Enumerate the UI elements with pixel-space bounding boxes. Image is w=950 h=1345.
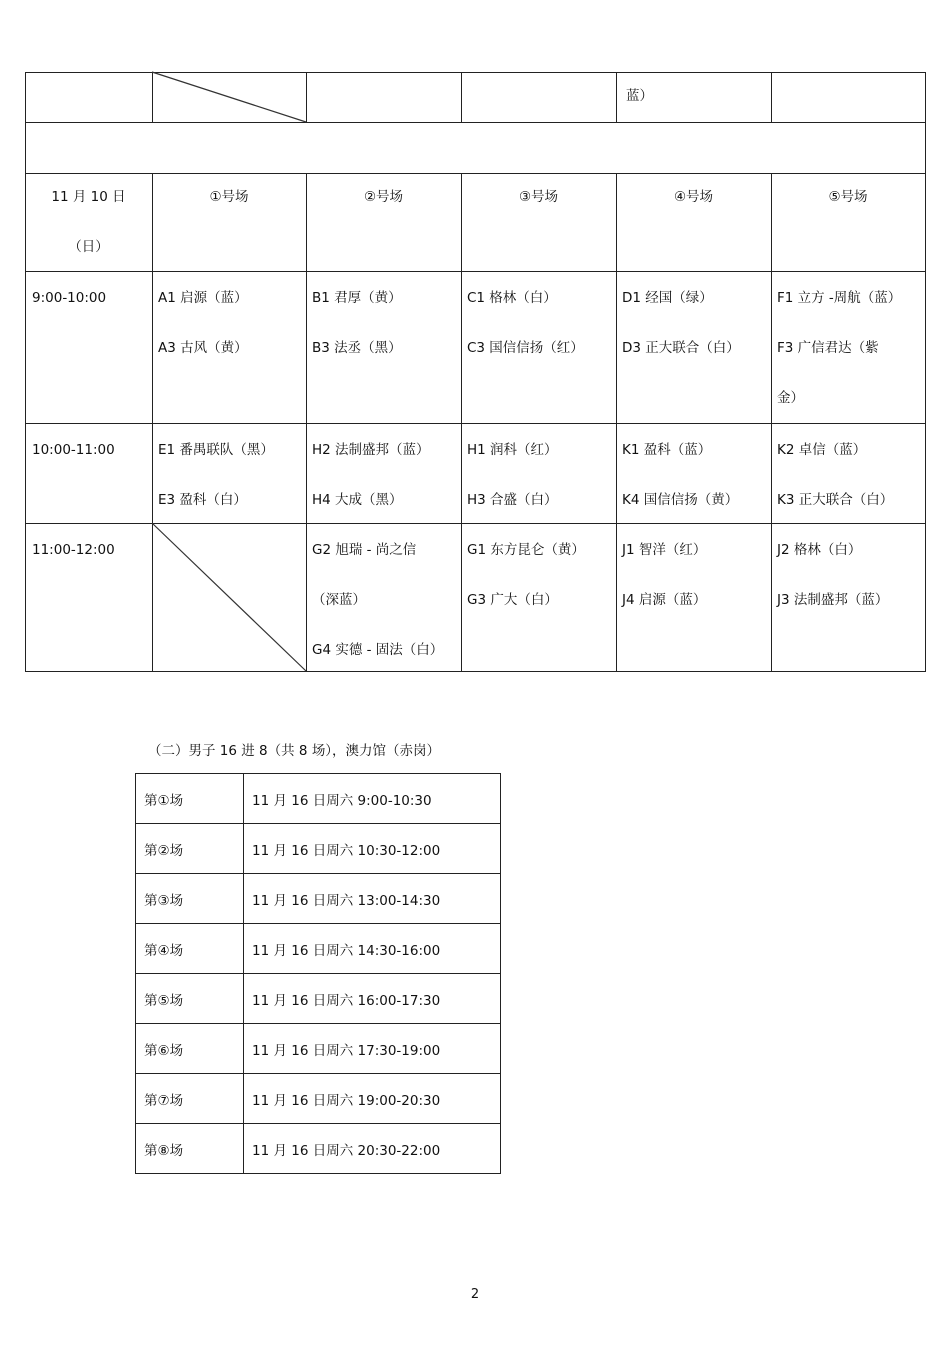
match-entry: A3 古风（黄） <box>158 340 248 356</box>
section-2-title: （二）男子 16 进 8（共 8 场），澳力馆（赤岗） <box>148 743 441 759</box>
match-name: 第①场 <box>136 774 244 824</box>
match-entry: G3 广大（白） <box>467 592 558 608</box>
continued-cell-text: 蓝） <box>626 88 653 104</box>
match-entry: H2 法制盛邦（蓝） <box>312 442 430 458</box>
match-time: 11 月 16 日周六 16:00-17:30 <box>244 974 501 1024</box>
match-entry: B1 君厚（黄） <box>312 290 402 306</box>
table-rule-horizontal <box>25 271 926 272</box>
match-entry: （深蓝） <box>312 592 366 608</box>
match-entry: E1 番禺联队（黑） <box>158 442 274 458</box>
date-header: 11 月 10 日 <box>51 189 126 205</box>
match-entry: H4 大成（黑） <box>312 492 403 508</box>
table-rule-vertical <box>461 173 462 672</box>
match-entry: K3 正大联合（白） <box>777 492 894 508</box>
table-rule-vertical <box>771 173 772 672</box>
match-entry: G2 旭瑞 - 尚之信 <box>312 542 417 558</box>
match-entry: E3 盈科（白） <box>158 492 247 508</box>
match-name: 第⑧场 <box>136 1124 244 1174</box>
match-entry: H1 润科（红） <box>467 442 558 458</box>
table-rule-vertical <box>616 72 617 123</box>
match-entry: J4 启源（蓝） <box>622 592 707 608</box>
match-entry: J2 格林（白） <box>777 542 862 558</box>
table-rule-horizontal <box>25 423 926 424</box>
court-header: ①号场 <box>209 189 249 205</box>
court-header: ④号场 <box>673 189 714 205</box>
page-number: 2 <box>470 1287 480 1302</box>
match-time: 11 月 16 日周六 14:30-16:00 <box>244 924 501 974</box>
match-row <box>136 924 501 974</box>
time-slot: 11:00-12:00 <box>32 542 115 558</box>
match-time: 11 月 16 日周六 13:00-14:30 <box>244 874 501 924</box>
court-header: ②号场 <box>363 189 404 205</box>
match-entry: K4 国信信扬（黄） <box>622 492 739 508</box>
table-rule-horizontal <box>25 671 926 672</box>
match-row <box>136 1024 501 1074</box>
match-name: 第⑥场 <box>136 1024 244 1074</box>
match-name: 第④场 <box>136 924 244 974</box>
table-rule-vertical <box>925 72 926 672</box>
match-time: 11 月 16 日周六 19:00-20:30 <box>244 1074 501 1124</box>
match-entry: C3 国信信扬（红） <box>467 340 584 356</box>
match-time: 11 月 16 日周六 20:30-22:00 <box>244 1124 501 1174</box>
time-slot: 9:00-10:00 <box>32 290 107 306</box>
match-row <box>136 824 501 874</box>
match-entry: A1 启源（蓝） <box>158 290 248 306</box>
table-rule-vertical <box>616 173 617 672</box>
match-name: 第②场 <box>136 824 244 874</box>
empty-cell-diagonal <box>152 523 306 671</box>
match-entry: F1 立方 -周航（蓝） <box>777 290 902 306</box>
match-entry: 金） <box>777 390 804 406</box>
match-row <box>136 774 501 824</box>
match-entry: G4 实德 - 固法（白） <box>312 642 444 658</box>
table-rule-horizontal <box>25 122 926 123</box>
match-entry: K1 盈科（蓝） <box>622 442 712 458</box>
date-weekday: （日） <box>68 239 109 255</box>
court-header: ⑤号场 <box>828 189 868 205</box>
match-entry: D1 经国（绿） <box>622 290 713 306</box>
match-row <box>136 874 501 924</box>
match-name: 第⑦场 <box>136 1074 244 1124</box>
match-time: 11 月 16 日周六 17:30-19:00 <box>244 1024 501 1074</box>
table-rule-vertical <box>306 72 307 123</box>
match-entry: B3 法丞（黑） <box>312 340 402 356</box>
match-row <box>136 1124 501 1174</box>
match-entry: H3 合盛（白） <box>467 492 558 508</box>
match-schedule-table <box>135 773 501 1174</box>
match-entry: F3 广信君达（紫 <box>777 340 879 356</box>
match-row <box>136 974 501 1024</box>
match-name: 第⑤场 <box>136 974 244 1024</box>
match-entry: G1 东方昆仑（黄） <box>467 542 585 558</box>
match-entry: D3 正大联合（白） <box>622 340 740 356</box>
match-name: 第③场 <box>136 874 244 924</box>
match-entry: J1 智洋（红） <box>622 542 707 558</box>
table-rule-vertical <box>306 173 307 672</box>
match-entry: K2 卓信（蓝） <box>777 442 867 458</box>
empty-cell-diagonal <box>152 72 306 122</box>
match-time: 11 月 16 日周六 9:00-10:30 <box>244 774 501 824</box>
table-rule-vertical <box>771 72 772 123</box>
time-slot: 10:00-11:00 <box>32 442 115 458</box>
match-row <box>136 1074 501 1124</box>
table-rule-vertical <box>461 72 462 123</box>
table-rule-vertical <box>25 72 26 672</box>
match-entry: C1 格林（白） <box>467 290 557 306</box>
match-entry: J3 法制盛邦（蓝） <box>777 592 889 608</box>
court-header: ③号场 <box>518 189 559 205</box>
match-time: 11 月 16 日周六 10:30-12:00 <box>244 824 501 874</box>
